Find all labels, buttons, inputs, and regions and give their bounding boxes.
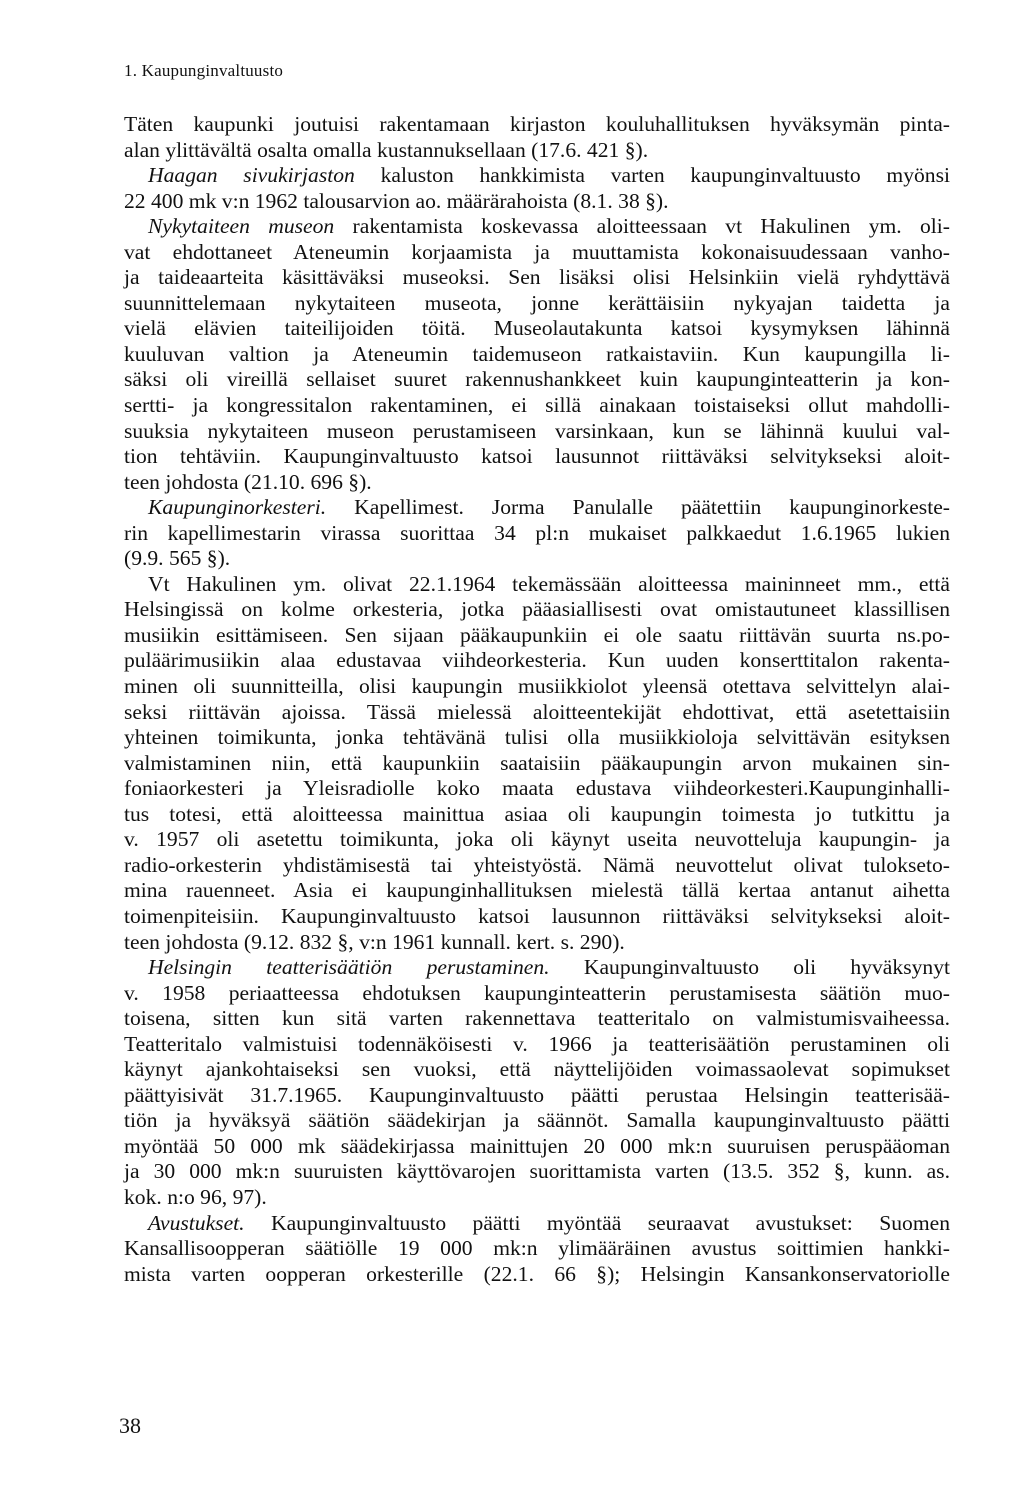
line-text: minen oli suunnitteilla, olisi kaupungin musiikkiolot yleensä otettava selvittelyn alai- (124, 674, 950, 699)
line-text: kuuluvan valtion ja Ateneumin taidemuseon ratkaistaviin. Kun kaupungilla li- (124, 341, 950, 366)
body-text (124, 112, 950, 1287)
text-line (124, 495, 950, 521)
text-line (124, 291, 950, 317)
line-text: foniaorkesteri ja Yleisradiolle koko maata edustava viihdeorkesteri.Kaupunginhalli- (124, 776, 950, 801)
text-line (124, 700, 950, 726)
text-line (124, 163, 950, 189)
text-line (124, 955, 950, 981)
line-text: vielä elävien taiteilijoiden töitä. Museolautakunta katsoi kysymyksen lähinnä (124, 316, 950, 341)
page-number: 38 (119, 1413, 141, 1438)
line-text: kaluston hankkimista varten kaupunginvaltuusto myönsi (354, 163, 950, 188)
line-text: päättyisivät 31.7.1965. Kaupunginvaltuusto päätti perustaa Helsingin teatterisää- (124, 1082, 950, 1107)
line-text: sertti- ja kongressitalon rakentaminen, ei sillä ainakaan toistaiseksi ollut mahdolli- (124, 393, 950, 418)
text-line (124, 521, 950, 547)
line-text: tiön ja hyväksyä säätiön säädekirjan ja säännöt. Samalla kaupunginvaltuusto päätti (124, 1108, 950, 1133)
text-line (124, 572, 950, 598)
italic-heading: Helsingin teatterisäätiön perustaminen. (148, 955, 550, 980)
line-text: toisena, sitten kun sitä varten rakennettava teatteritalo on valmistumisvaiheessa. (124, 1006, 950, 1031)
text-line (124, 1236, 950, 1262)
text-line (124, 623, 950, 649)
line-text: ja 30 000 mk:n suuruisten käyttövarojen suorittamista varten (13.5. 352 §, kunn. as. (124, 1159, 950, 1184)
line-text: Vt Hakulinen ym. olivat 22.1.1964 tekemässään aloitteessa maininneet mm., että (148, 571, 950, 596)
text-line (124, 265, 950, 291)
line-text: Kapellimest. Jorma Panulalle päätettiin kaupunginorkeste- (326, 495, 950, 520)
line-text: valmistaminen niin, että kaupunkiin saataisiin pääkaupungin arvon mukainen sin- (124, 750, 950, 775)
running-head: 1. Kaupunginvaltuusto (124, 61, 284, 80)
text-line (124, 214, 950, 240)
line-text: suuksia nykytaiteen museon perustamiseen varsinkaan, kun se lähinnä kuului val- (124, 418, 950, 443)
text-line (124, 597, 950, 623)
line-text: Täten kaupunki joutuisi rakentamaan kirjaston kouluhallituksen hyväksymän pinta- (124, 112, 950, 136)
text-line (124, 904, 950, 930)
line-text: vat ehdottaneet Ateneumin korjaamista ja muuttamista kokonaisuudessaan vanho- (124, 239, 950, 264)
text-line (124, 546, 950, 572)
text-line (124, 878, 950, 904)
line-text: mina rauenneet. Asia ei kaupunginhallituksen mielestä tällä kertaa antanut aihetta (124, 878, 950, 903)
line-text: alan ylittävältä osalta omalla kustannuksellaan (17.6. 421 §). (124, 137, 649, 162)
line-text: Teatteritalo valmistuisi todennäköisesti v. 1966 ja teatterisäätiön perustaminen oli (124, 1031, 950, 1056)
line-text: puläärimusiikin alaa edustavaa viihdeorkesteria. Kun uuden konserttitalon rakenta- (124, 648, 950, 673)
text-line (124, 853, 950, 879)
text-line (124, 393, 950, 419)
line-text: käynyt ajankohtaiseksi sen vuoksi, että näyttelijöiden voimassaolevat sopimukset (124, 1057, 950, 1082)
line-text: v. 1957 oli asetettu toimikunta, joka oli käynyt useita neuvotteluja kaupungin- ja (124, 827, 950, 852)
line-text: 22 400 mk v:n 1962 talousarvion ao. määrärahoista (8.1. 38 §). (124, 188, 669, 213)
text-line (124, 1211, 950, 1237)
line-text: Kansallisoopperan säätiölle 19 000 mk:n ylimääräinen avustus soittimien hankki- (124, 1236, 950, 1261)
line-text: toimenpiteisiin. Kaupunginvaltuusto katsoi lausunnon riittäväksi selvitykseksi aloit- (124, 903, 950, 928)
line-text: kok. n:o 96, 97). (124, 1184, 267, 1209)
line-text: Kaupunginvaltuusto oli hyväksynyt (549, 955, 950, 980)
text-line (124, 419, 950, 445)
line-text: ja taideaarteita käsittäväksi museoksi. Sen lisäksi olisi Helsinkiin vielä ryhdyttävä (124, 265, 950, 290)
text-line (124, 316, 950, 342)
line-text: suunnittelemaan nykytaiteen museota, jonne kerättäisiin nykyajan taidetta ja (124, 290, 950, 315)
text-line (124, 189, 950, 215)
line-text: yhteinen toimikunta, jonka tehtävänä tulisi olla musiikkioloja selvittävän esityksen (124, 725, 950, 750)
text-line (124, 240, 950, 266)
line-text: teen johdosta (21.10. 696 §). (124, 469, 372, 494)
text-line (124, 981, 950, 1007)
text-line (124, 1185, 950, 1211)
text-line (124, 1108, 950, 1134)
line-text: teen johdosta (9.12. 832 §, v:n 1961 kunnall. kert. s. 290). (124, 929, 625, 954)
text-line (124, 342, 950, 368)
text-line (124, 751, 950, 777)
text-line (124, 1134, 950, 1160)
text-line (124, 930, 950, 956)
text-line (124, 674, 950, 700)
text-line (124, 776, 950, 802)
line-text: rakentamista koskevassa aloitteessaan vt Hakulinen ym. oli- (334, 214, 950, 239)
text-line (124, 827, 950, 853)
text-line (124, 1057, 950, 1083)
line-text: seksi riittävän ajoissa. Tässä mielessä aloitteentekijät ehdottivat, että asetettaisiin (124, 699, 950, 724)
italic-heading: Avustukset. (148, 1210, 245, 1235)
italic-heading: Haagan sivukirjaston (148, 163, 355, 188)
line-text: (9.9. 565 §). (124, 546, 231, 571)
line-text: tus totesi, että aloitteessa mainittua asiaa oli kaupungin toimesta jo tutkittu ja (124, 801, 950, 826)
text-line (124, 1006, 950, 1032)
line-text: tion tehtäviin. Kaupunginvaltuusto katsoi lausunnot riittäväksi selvitykseksi aloit- (124, 444, 950, 469)
text-line (124, 1032, 950, 1058)
line-text: säksi oli vireillä sellaiset suuret rakennushankkeet kuin kaupunginteatterin ja kon- (124, 367, 950, 392)
text-line (124, 367, 950, 393)
text-line (124, 1262, 950, 1288)
text-line (124, 802, 950, 828)
text-line (124, 1159, 950, 1185)
line-text: rin kapellimestarin virassa suorittaa 34 pl:n mukaiset palkkaedut 1.6.1965 lukien (124, 520, 950, 545)
text-line (124, 112, 950, 138)
italic-heading: Kaupunginorkesteri. (148, 495, 327, 520)
line-text: Kaupunginvaltuusto päätti myöntää seuraavat avustukset: Suomen (244, 1210, 950, 1235)
line-text: v. 1958 periaatteessa ehdotuksen kaupunginteatterin perustamisesta säätiön muo- (124, 980, 950, 1005)
line-text: myöntää 50 000 mk säädekirjassa mainittujen 20 000 mk:n suuruisen peruspääoman (124, 1133, 950, 1158)
text-line (124, 470, 950, 496)
text-line (124, 648, 950, 674)
line-text: Helsingissä on kolme orkesteria, jotka pääasiallisesti ovat omistautuneet klassillisen (124, 597, 950, 622)
italic-heading: Nykytaiteen museon (148, 214, 335, 239)
text-line (124, 138, 950, 164)
text-line (124, 1083, 950, 1109)
line-text: radio-orkesterin yhdistämisestä tai yhteistyöstä. Nämä neuvottelut olivat tulokseto- (124, 852, 950, 877)
line-text: mista varten oopperan orkesterille (22.1. 66 §); Helsingin Kansankonservatoriolle (124, 1261, 950, 1286)
text-line (124, 725, 950, 751)
line-text: musiikin esittämiseen. Sen sijaan pääkaupunkiin ei ole saatu riittävän suurta ns.po- (124, 622, 950, 647)
text-line (124, 444, 950, 470)
